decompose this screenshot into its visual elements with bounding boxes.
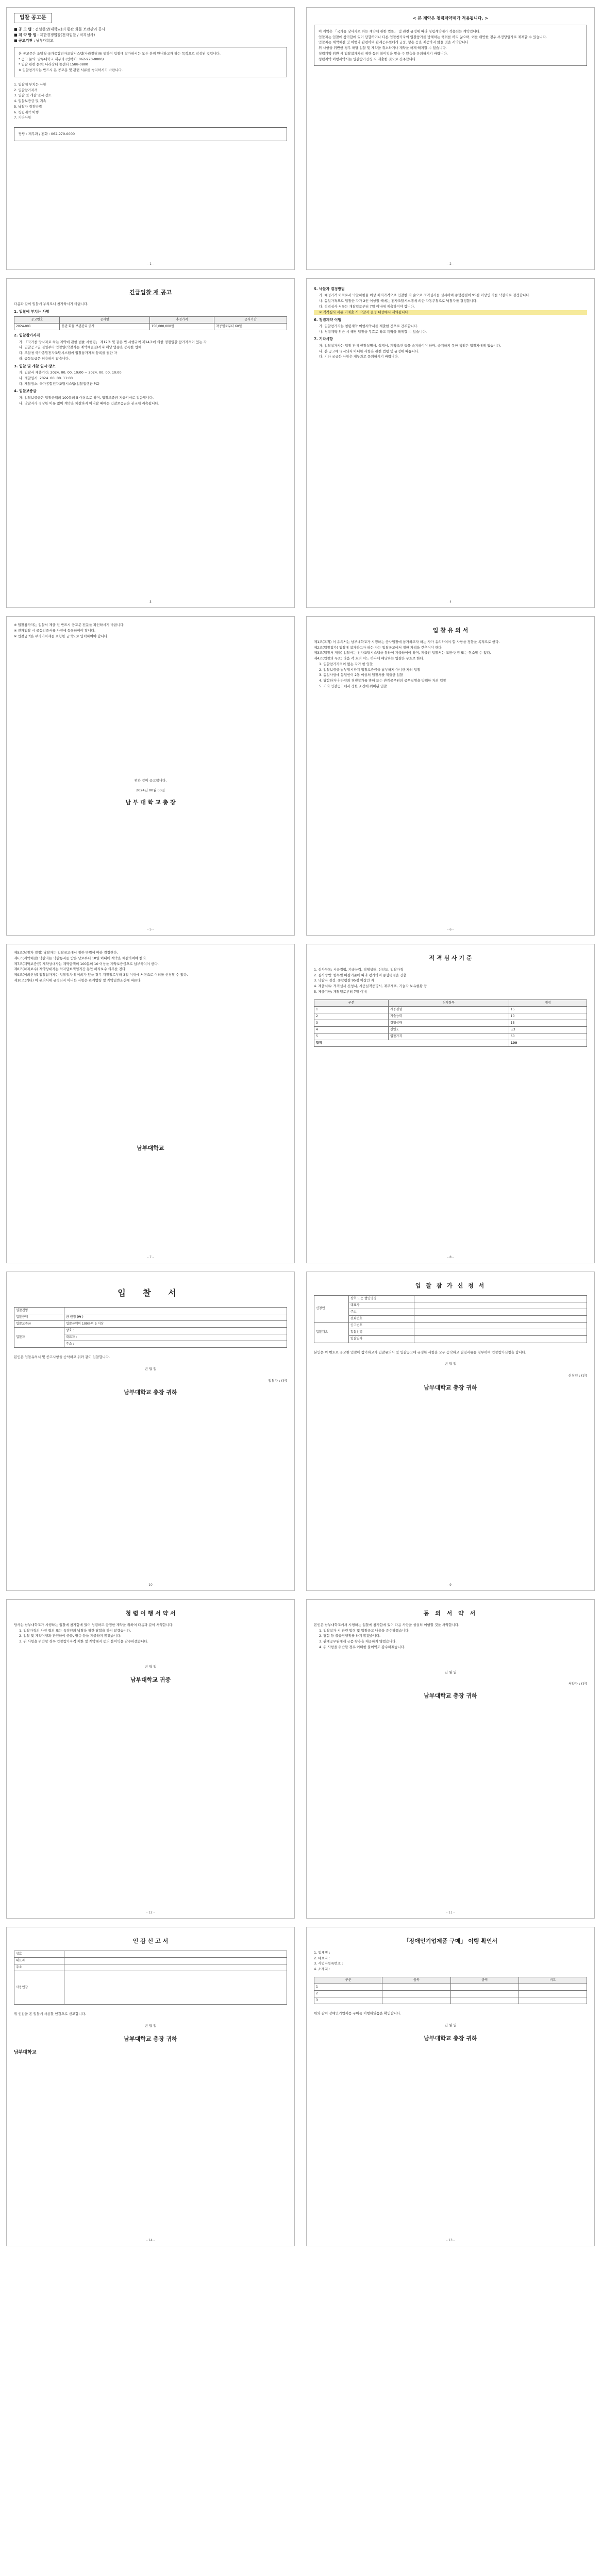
page-7 [6, 944, 295, 1263]
table-row: 입찰개요 공고번호 [314, 1323, 587, 1329]
form-field: 2. 대표자 : [314, 1956, 330, 1960]
integrity-heading: < 본 계약은 청렴계약제가 적용됩니다. > [412, 16, 489, 21]
article-item: 5. 기타 입찰공고에서 정한 조건에 위배된 입찰 [319, 684, 387, 688]
paragraph: 다. 개찰장소: 국가종합전자조달시스템(입찰집행관 PC) [19, 381, 99, 386]
bid-table [14, 316, 287, 330]
page-number: - 14 - [146, 2238, 155, 2242]
table-row: 3 [314, 1997, 587, 2004]
note-line: ※ 입찰금액은 부가가치세를 포함한 금액으로 입력하여야 합니다. [14, 634, 109, 638]
table-row: 주소 : [14, 1341, 287, 1348]
table-header: 공사명 [60, 317, 149, 324]
seal-table [14, 1951, 287, 2005]
table-row: 상호 [14, 1951, 287, 1957]
header-line: ■ 계 약 방 법 : 제한경쟁입찰(전자입찰 / 적격심사) [14, 32, 95, 37]
article-item: 1. 입찰참가자격이 없는 자가 한 입찰 [319, 662, 373, 666]
article: 제3조(입찰서 제출) 입찰서는 전자조달시스템을 통하여 제출하여야 하며, 제출된 입찰서는 교환·변경 또는 취소할 수 없다. [314, 651, 491, 655]
box-line: ※ 입찰참가자는 반드시 본 공고문 및 관련 서류를 숙지하시기 바랍니다. [19, 68, 123, 73]
article: 제1조(목적) 이 유의서는 남부대학교가 시행하는 공사입찰에 참가하고자 하는 자가 유의하여야 할 사항을 정함을 목적으로 한다. [314, 639, 500, 644]
integrity-item: 이 계약은 「국가를 당사자로 하는 계약에 관한 법률」 및 관련 규정에 따라 청렴계약제가 적용되는 계약입니다. [319, 29, 480, 33]
issuer-name: 남 부 대 학 교 총 장 [125, 799, 176, 806]
form-date: 년 월 일 [144, 1664, 157, 1669]
table-row: 입찰일자 [314, 1336, 587, 1343]
table-row: 대표자 [14, 1957, 287, 1964]
application-table [314, 1295, 587, 1343]
page-number: - 3 - [147, 600, 154, 604]
recipient: 남부대학교 총장 귀하 [124, 1389, 177, 1396]
integrity-box [314, 25, 587, 66]
pledge-item: 3. 관계공무원에게 금품·향응을 제공하지 않겠습니다. [319, 1639, 397, 1644]
table-row: 1 [314, 1984, 587, 1991]
recipient: 남부대학교 총장 귀하 [124, 2035, 177, 2042]
table-row: 대표자 [314, 1302, 587, 1309]
pledge-title: 동 의 서 약 서 [423, 1610, 478, 1617]
table-row: 4 신인도 ±3 [314, 1027, 587, 1033]
box-line: * 공고 문의: 남부대학교 재무과 (연락처: 062-970-0000) [19, 57, 104, 61]
table-row: 입찰보증금 입찰금액의 100분의 5 이상 [14, 1320, 287, 1327]
pledge-item: 1. 입찰가격의 사전 협의 또는 특정인의 낙찰을 위한 담합을 하지 않겠습니다. [19, 1628, 131, 1633]
paragraph: 가. 입찰참가자는 청렴계약 이행서약서를 제출한 것으로 간주합니다. [319, 324, 419, 328]
contents-list [14, 82, 287, 120]
table-header: 구분 [314, 1977, 382, 1984]
bid-form-table [14, 1307, 287, 1348]
page-4 [306, 278, 595, 608]
paragraph: 다. 조달청 국가종합전자조달시스템에 입찰참가자격 등록을 필한 자 [19, 351, 118, 355]
table-row: 주소 [14, 1964, 287, 1971]
page-3 [6, 278, 295, 608]
table-row: 전화번호 [314, 1316, 587, 1323]
integrity-item: 입찰자는 계약체결 및 이행과 관련하여 관계공무원에게 금품, 향응 등을 제공하지 않을 것을 서약합니다. [319, 40, 470, 45]
recipient: 남부대학교 총장 귀하 [424, 2035, 477, 2042]
paragraph: 가. 예정가격 이하로서 낙찰하한율 이상 최저가격으로 입찰한 자 순으로 적격심사를 실시하여 종합평점이 95점 이상인 자를 낙찰자로 결정합니다. [319, 293, 530, 298]
statement: 본인은 입찰유의서 및 공고사항을 승낙하고 위와 같이 입찰합니다. [14, 1355, 110, 1360]
form-date: 년 월 일 [444, 2023, 457, 2028]
paragraph: 다. 기타 궁금한 사항은 재무과로 문의하시기 바랍니다. [319, 354, 399, 359]
bidder-sign: 입찰자 : (인) [268, 1378, 287, 1383]
table-header: 금액 [450, 1977, 519, 1984]
form-date: 년 월 일 [144, 2023, 157, 2028]
table-row: 2 [314, 1991, 587, 1997]
table-row: 2024-001 통관 화물 보관관리 공사 150,000,000원 착공일로부터 60일 [14, 324, 287, 330]
paragraph: 라. 공동도급은 허용하지 않습니다. [19, 356, 70, 361]
page-1 [6, 7, 295, 270]
notice-title: 입찰 공고문 [14, 13, 52, 23]
criteria-table [314, 999, 587, 1047]
section-title: 5. 낙찰자 결정방법 [314, 287, 345, 291]
issuer-name: 남부대학교 [137, 1144, 164, 1151]
paragraph: 나. 개찰일시: 2024. 00. 00. 11:00 [19, 376, 73, 380]
paragraph: 3. 낙찰자 결정: 종합평점 95점 이상인 자 [314, 978, 374, 983]
pledge-item: 1. 입찰참가 시 관련 법령 및 입찰공고 내용을 준수하겠습니다. [319, 1628, 410, 1633]
list-item: 1. 입찰에 부치는 사항 [14, 82, 46, 87]
paragraph: 다. 적격심사 서류는 개찰일로부터 7일 이내에 제출하여야 합니다. [319, 304, 415, 309]
page-number: - 8 - [447, 1255, 454, 1259]
page-2 [306, 7, 595, 270]
table-row: 신청인 상호 또는 법인명칭 [314, 1295, 587, 1302]
article: 제5조(낙찰자 결정) 낙찰자는 입찰공고에서 정한 방법에 따라 결정한다. [14, 951, 118, 955]
table-header: 추정가격 [149, 317, 214, 324]
list-item: 2. 입찰참가자격 [14, 88, 38, 92]
page-8 [306, 944, 595, 1263]
section-title: 1. 입찰에 부치는 사항 [14, 309, 49, 314]
integrity-item: 청렴계약 위반 시 입찰참가자격 제한 등의 불이익을 받을 수 있음을 유의하시기 바랍니다. [319, 51, 448, 56]
paragraph: 가. 입찰서 제출기간: 2024. 00. 00. 10:00 ~ 2024. 00. 00. 10:00 [19, 370, 122, 375]
page-5 [6, 616, 295, 936]
paragraph: 나. 입찰공고일 전일부터 입찰일(낙찰자는 계약체결일)까지 해당 업종을 등록한 업체 [19, 345, 142, 350]
table-row: 3 경영상태 15 [314, 1020, 587, 1026]
page-number: - 12 - [146, 1910, 155, 1914]
guide-title: 입 찰 유 의 서 [432, 627, 469, 634]
page-number: - 6 - [447, 927, 454, 931]
box-line: 본 공고문은 조달청 국가종합전자조달시스템(나라장터)를 통하여 입찰에 참가하시는 모든 분께 안내하고자 하는 목적으로 작성된 것입니다. [19, 51, 221, 56]
table-total-row: 합계 100 [314, 1040, 587, 1047]
notice-date: 2024년 00월 00일 [136, 788, 165, 793]
purchase-title: 「장애인기업제품 구매」 이행 확인서 [403, 1938, 498, 1944]
page-number: - 9 - [447, 1583, 454, 1587]
article-item: 2. 입찰보증금 납부일시까지 입찰보증금을 납부하지 아니한 자의 입찰 [319, 667, 421, 672]
table-header: 품목 [382, 1977, 450, 1984]
pledge-item: 3. 위 사항을 위반할 경우 입찰참가자격 제한 및 계약해지 등의 불이익을 감수하겠습니다. [19, 1639, 148, 1644]
statement: 위와 같이 장애인기업제품 구매를 이행하였음을 확인합니다. [314, 2011, 402, 2016]
page-number: - 10 - [146, 1583, 155, 1587]
contact-line: 담당 : 재무과 / 전화 : 062-970-0000 [19, 132, 75, 137]
article-item: 4. 담합하거나 타인의 경쟁참가를 방해 또는 관계공무원의 공무집행을 방해한 자의 입찰 [319, 679, 446, 683]
page-number: - 13 - [446, 2238, 455, 2242]
page-14 [6, 1927, 295, 2246]
paragraph: 2. 심사방법: 항목별 배점기준에 따라 평가하여 종합평점을 산출 [314, 973, 407, 977]
paragraph: 나. 본 공고에 명시되지 아니한 사항은 관련 법령 및 규정에 따릅니다. [319, 349, 420, 353]
page-12 [6, 1599, 295, 1919]
table-row: 대표자 : [14, 1334, 287, 1341]
article-item: 3. 동일사항에 동일인이 2통 이상의 입찰서를 제출한 입찰 [319, 673, 403, 677]
section-title: 3. 입찰 및 개찰 일시·장소 [14, 364, 56, 368]
article: 제4조(입찰의 무효) 다음 각 호의 어느 하나에 해당하는 입찰은 무효로 한다. [314, 656, 425, 661]
table-row: 입찰자 상호 : [14, 1327, 287, 1334]
table-row: 입찰건명 [14, 1307, 287, 1314]
seal-report-title: 인 감 신 고 서 [132, 1938, 169, 1944]
list-item: 3. 입찰 및 개찰 일시·장소 [14, 93, 52, 98]
article: 제6조(계약체결) 낙찰자는 낙찰통지를 받은 날로부터 10일 이내에 계약을 체결하여야 한다. [14, 956, 147, 960]
paragraph: 가. 「국가를 당사자로 하는 계약에 관한 법률 시행령」 제12조 및 같은 법 시행규칙 제14조에 의한 경쟁입찰 참가자격이 있는 자 [19, 340, 207, 344]
box-line: * 입찰 관련 문의: 나라장터 콜센터 1588-0800 [19, 62, 88, 67]
integrity-item: 위 사항을 위반한 경우 해당 입찰 및 계약을 취소하거나 계약을 해제·해지할 수 있습니다. [319, 46, 447, 50]
table-row: 2 기술능력 10 [314, 1013, 587, 1020]
criteria-title: 적 격 심 사 기 준 [429, 955, 472, 961]
table-row: 사용인감 [14, 1971, 287, 2005]
recipient: 남부대학교 귀중 [130, 1676, 171, 1683]
note-line: ※ 전자입찰 시 공동인증서를 사전에 등록하여야 합니다. [14, 628, 96, 633]
form-date: 년 월 일 [144, 1366, 157, 1371]
section-title: 2. 입찰참가자격 [14, 333, 40, 338]
section-title: 6. 청렴계약 이행 [314, 317, 341, 322]
page-number: - 1 - [147, 262, 154, 266]
pledge-line: 본인은 남부대학교에서 시행하는 입찰에 참가함에 있어 다음 사항을 성실히 이행할 것을 서약합니다. [314, 1622, 460, 1627]
table-header: 공사기간 [214, 317, 287, 324]
page-11 [306, 1599, 595, 1919]
integrity-item: 입찰자는 입찰에 참가함에 있어 담합하거나 다른 입찰참가자의 입찰참가를 방해하는 행위를 하지 않으며, 이를 위반한 경우 부정당업자로 제재할 수 있습니다. [319, 35, 547, 39]
table-row: 주소 [314, 1309, 587, 1316]
section-title: 7. 기타사항 [314, 337, 333, 342]
paragraph: 나. 청렴계약 위반 시 해당 입찰을 무효로 하고 계약을 해제할 수 있습니다. [319, 329, 427, 334]
page-10 [6, 1272, 295, 1591]
recipient: 남부대학교 총장 귀하 [424, 1384, 477, 1391]
paragraph: 5. 제출기한: 개찰일로부터 7일 이내 [314, 989, 367, 994]
header-line: ■ 공고기관 : 남부대학교 [14, 39, 54, 43]
pledge-line: 당사는 남부대학교가 시행하는 입찰에 참가함에 있어 청렴하고 공정한 계약을 위하여 다음과 같이 서약합니다. [14, 1622, 174, 1627]
header-line: ■ 공 고 명 : 건설현장(대학교)의 통관 화물 보관관리 공사 [14, 27, 106, 31]
page-number: - 7 - [147, 1255, 154, 1259]
footer-org: 남부대학교 [14, 2049, 37, 2055]
notice-box [14, 47, 287, 77]
table-row: 입찰금액 금 원정 (₩ ) [14, 1314, 287, 1320]
integrity-pledge-title: 청 렴 이 행 서 약 서 [125, 1610, 176, 1617]
rebid-title: 긴급입찰 재 공고 [129, 289, 172, 296]
paragraph: 1. 심사항목: 시공경험, 기술능력, 경영상태, 신인도, 입찰가격 [314, 967, 404, 972]
pledge-item: 2. 입찰 및 계약이행과 관련하여 금품, 향응 등을 제공하지 않겠습니다. [19, 1634, 122, 1638]
purchase-table [314, 1977, 587, 2004]
form-date: 년 월 일 [444, 1670, 457, 1674]
pledge-item: 4. 위 사항을 위반할 경우 어떠한 불이익도 감수하겠습니다. [319, 1645, 406, 1649]
applicant-sign: 신청인 : (인) [568, 1374, 587, 1378]
article: 제9조(이의신청) 입찰참가자는 입찰절차에 이의가 있을 경우 개찰일로부터 3일 이내에 서면으로 이의를 신청할 수 있다. [14, 973, 188, 977]
paragraph: 가. 입찰참가자는 입찰 전에 현장설명서, 설계서, 계약조건 등을 숙지하여야 하며, 숙지하지 못한 책임은 입찰자에게 있습니다. [319, 343, 501, 348]
page-number: - 4 - [447, 600, 454, 604]
table-header: 배점 [509, 999, 587, 1006]
form-date: 년 월 일 [444, 1362, 457, 1366]
form-field: 3. 사업자등록번호 : [314, 1961, 343, 1966]
signer: 서약자 : (인) [568, 1682, 587, 1686]
table-header: 비고 [519, 1977, 587, 1984]
pledge-item: 2. 담합 등 불공정행위를 하지 않겠습니다. [319, 1634, 381, 1638]
list-item: 5. 낙찰자 결정방법 [14, 104, 42, 109]
page-number: - 2 - [447, 262, 454, 266]
article: 제2조(입찰참가) 입찰에 참가하고자 하는 자는 입찰공고에서 정한 자격을 갖추어야 한다. [314, 645, 443, 650]
table-row: 5 입찰가격 60 [314, 1033, 587, 1040]
rebid-lead: 다음과 같이 입찰에 부치오니 참가하시기 바랍니다. [14, 301, 89, 306]
form-field: 1. 업체명 : [314, 1950, 330, 1955]
page-13 [306, 1927, 595, 2246]
recipient: 남부대학교 총장 귀하 [424, 1692, 477, 1700]
paragraph: 나. 동일가격으로 입찰한 자가 2인 이상일 때에는 전자조달시스템에 의한 자동추첨으로 낙찰자를 결정합니다. [319, 299, 478, 303]
page-9 [306, 1272, 595, 1591]
paragraph: 가. 입찰보증금은 입찰금액의 100분의 5 이상으로 하며, 입찰보증금 지급각서로 갈음합니다. [19, 395, 154, 400]
highlight-note: ※ 적격심사 서류 미제출 시 낙찰자 결정 대상에서 제외됩니다. [314, 310, 587, 315]
table-header: 구분 [314, 999, 389, 1006]
notice-header [14, 27, 287, 44]
list-item: 4. 입찰보증금 및 귀속 [14, 99, 46, 104]
table-row: 입찰건명 [314, 1329, 587, 1336]
paragraph: 나. 낙찰자가 정당한 이유 없이 계약을 체결하지 아니할 때에는 입찰보증금은 본교에 귀속됩니다. [19, 401, 159, 405]
page-number: - 5 - [147, 927, 154, 931]
article: 제10조(기타) 이 유의서에 규정되지 아니한 사항은 관계법령 및 계약일반조건에 따른다. [14, 978, 142, 982]
table-header: 심사항목 [388, 999, 509, 1006]
bid-form-title: 입 찰 서 [118, 1288, 183, 1298]
list-item: 7. 기타사항 [14, 115, 31, 120]
article: 제7조(계약보증금) 계약상대자는 계약금액의 100분의 10 이상을 계약보증금으로 납부하여야 한다. [14, 961, 159, 966]
list-item: 6. 청렴계약 이행 [14, 110, 39, 114]
statement: 본인은 위 번호로 공고한 입찰에 참가하고자 입찰유의서 및 입찰공고에 규정한 사항을 모두 승낙하고 별첨서류를 첨부하여 입찰참가신청을 합니다. [314, 1350, 526, 1354]
form-field: 4. 소재지 : [314, 1967, 330, 1972]
paragraph: 4. 제출서류: 적격심사 신청서, 시공실적증명서, 재무제표, 기술자 보유현황 등 [314, 984, 427, 989]
note-line: ※ 입찰참가자는 입찰서 제출 전 반드시 공고문 전문을 확인하시기 바랍니다. [14, 623, 125, 627]
page-6 [306, 616, 595, 936]
table-header: 공고번호 [14, 317, 60, 324]
application-title: 입 찰 참 가 신 청 서 [415, 1282, 486, 1289]
integrity-item: 청렴계약 이행서약서는 입찰참가신청 시 제출한 것으로 간주합니다. [319, 57, 417, 61]
page-number: - 11 - [446, 1910, 455, 1914]
section-title: 4. 입찰보증금 [14, 389, 37, 394]
article: 제8조(하자보수) 계약상대자는 하자담보책임기간 동안 하자보수 의무를 진다. [14, 967, 127, 972]
closing-text: 위와 같이 공고합니다. [134, 778, 167, 783]
table-row: 1 시공경험 15 [314, 1006, 587, 1013]
contact-box [14, 127, 287, 141]
statement: 위 인감을 본 입찰에 사용할 인감으로 신고합니다. [14, 2012, 87, 2016]
